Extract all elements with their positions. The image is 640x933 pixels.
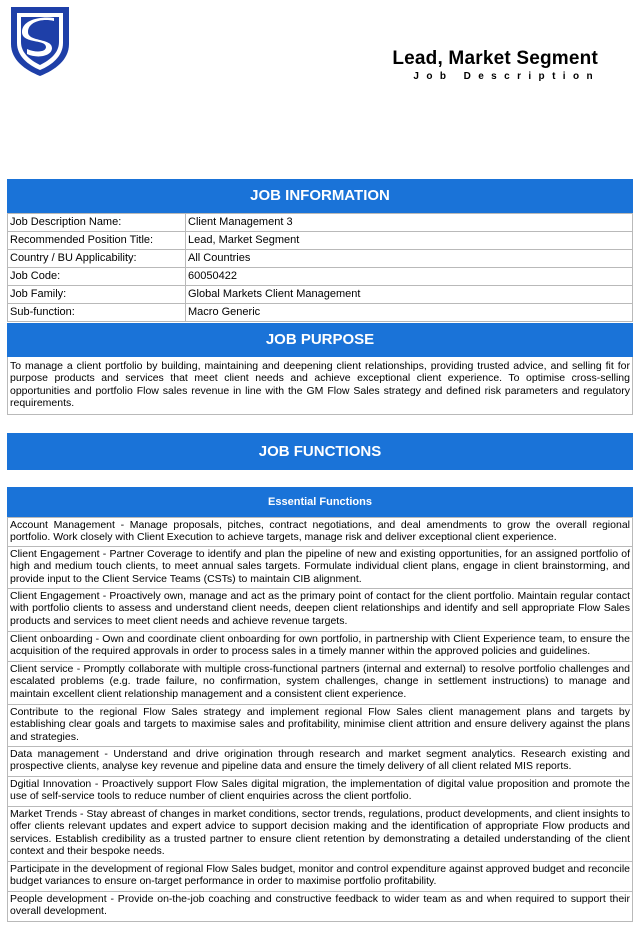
info-row [8, 304, 633, 322]
info-label: Job Family: [8, 286, 186, 304]
info-row [8, 232, 633, 250]
job-information-heading: JOB INFORMATION [7, 179, 633, 213]
document-subtitle: Job Description [413, 71, 600, 82]
info-label: Recommended Position Title: [8, 232, 186, 250]
function-item: Account Management - Manage proposals, pitches, contract negotiations, and deal amendments to grow the overall regional portfolio. Work closely with Client Execution to achieve targets, manage risk and deliver exceptional client experience. [7, 517, 633, 547]
job-information-table [7, 213, 633, 322]
info-row [8, 286, 633, 304]
info-row [8, 268, 633, 286]
function-item: Client service - Promptly collaborate with multiple cross-functional partners (internal and external) to resolve portfolio challenges and escalated problems (e.g. trade failure, no confirmation, system challenges, change in settlement instructions) to manage and maintain excellent client relationship management and a consistent client experience. [7, 662, 633, 705]
info-value: All Countries [186, 250, 633, 268]
info-row [8, 214, 633, 232]
info-value: Client Management 3 [186, 214, 633, 232]
document-title: Lead, Market Segment [392, 48, 598, 69]
job-functions-heading: JOB FUNCTIONS [7, 433, 633, 470]
info-row [8, 250, 633, 268]
info-label: Sub-function: [8, 304, 186, 322]
job-purpose-text: To manage a client portfolio by building, maintaining and deepening client relationships, providing trusted advice, and selling fit for purpose products and services that meet client needs and achieve exceptional client experience. To optimise cross-selling opportunities and portfolio Flow sales revenue in line with the GM Flow Sales strategy and defined risk parameters and regulatory requirements. [7, 357, 633, 415]
function-item: Participate in the development of regional Flow Sales budget, monitor and control expenditure against approved budget and reconcile budget variances to ensure on-target performance in order to maximise portfolio profitability. [7, 862, 633, 892]
info-label: Job Description Name: [8, 214, 186, 232]
function-item: Market Trends - Stay abreast of changes in market conditions, sector trends, regulations, product developments, and client insights to offer clients relevant updates and expert advice to support decision making and the identification of appropriate Flow products and services. Establish credibility as a trusted partner to ensure client retention by demonstrating a detailed understanding of the client context and their bespoke needs. [7, 807, 633, 862]
info-value: 60050422 [186, 268, 633, 286]
function-item: Client onboarding - Own and coordinate client onboarding for own portfolio, in partnership with Client Experience team, to ensure the acquisition of the required approvals in order to process sales in a timely manner within the approved policies and guidelines. [7, 632, 633, 662]
function-item: People development - Provide on-the-job coaching and constructive feedback to wider team as and when required to support their overall development. [7, 892, 633, 922]
essential-functions-heading: Essential Functions [7, 487, 633, 517]
info-value: Macro Generic [186, 304, 633, 322]
function-item: Data management - Understand and drive origination through research and market segment analytics. Research existing and prospective clients, analyse key revenue and pipeline data and ensure the timely delivery of all client related MIS reports. [7, 747, 633, 777]
info-label: Job Code: [8, 268, 186, 286]
essential-functions-list [7, 517, 633, 922]
company-logo-icon [8, 4, 72, 78]
function-item: Client Engagement - Partner Coverage to identify and plan the pipeline of new and existing opportunities, for an assigned portfolio of high and medium touch clients, to meet annual sales targets. Formulate individual client plans, engage in client brainstorming, and provide input to the Client Service Teams (CSTs) to maintain CIB alignment. [7, 547, 633, 589]
job-purpose-heading: JOB PURPOSE [7, 323, 633, 357]
function-item: Contribute to the regional Flow Sales strategy and implement regional Flow Sales client management plans and targets by establishing clear goals and targets to maximise sales and profitability, minimise client attrition and ensure delivery against the plans and strategies. [7, 705, 633, 747]
info-value: Global Markets Client Management [186, 286, 633, 304]
info-value: Lead, Market Segment [186, 232, 633, 250]
info-label: Country / BU Applicability: [8, 250, 186, 268]
function-item: Dgitial Innovation - Proactively support Flow Sales digital migration, the implementation of digital value proposition and promote the use of self-service tools to reduce number of client enquiries across the client portfolio. [7, 777, 633, 807]
function-item: Client Engagement - Proactively own, manage and act as the primary point of contact for the client portfolio. Maintain regular contact with portfolio clients to assess and understand client needs, deepen client relationships and identify and sell appropriate Flow Sales products and services to meet client needs and achieve revenue targets. [7, 589, 633, 632]
